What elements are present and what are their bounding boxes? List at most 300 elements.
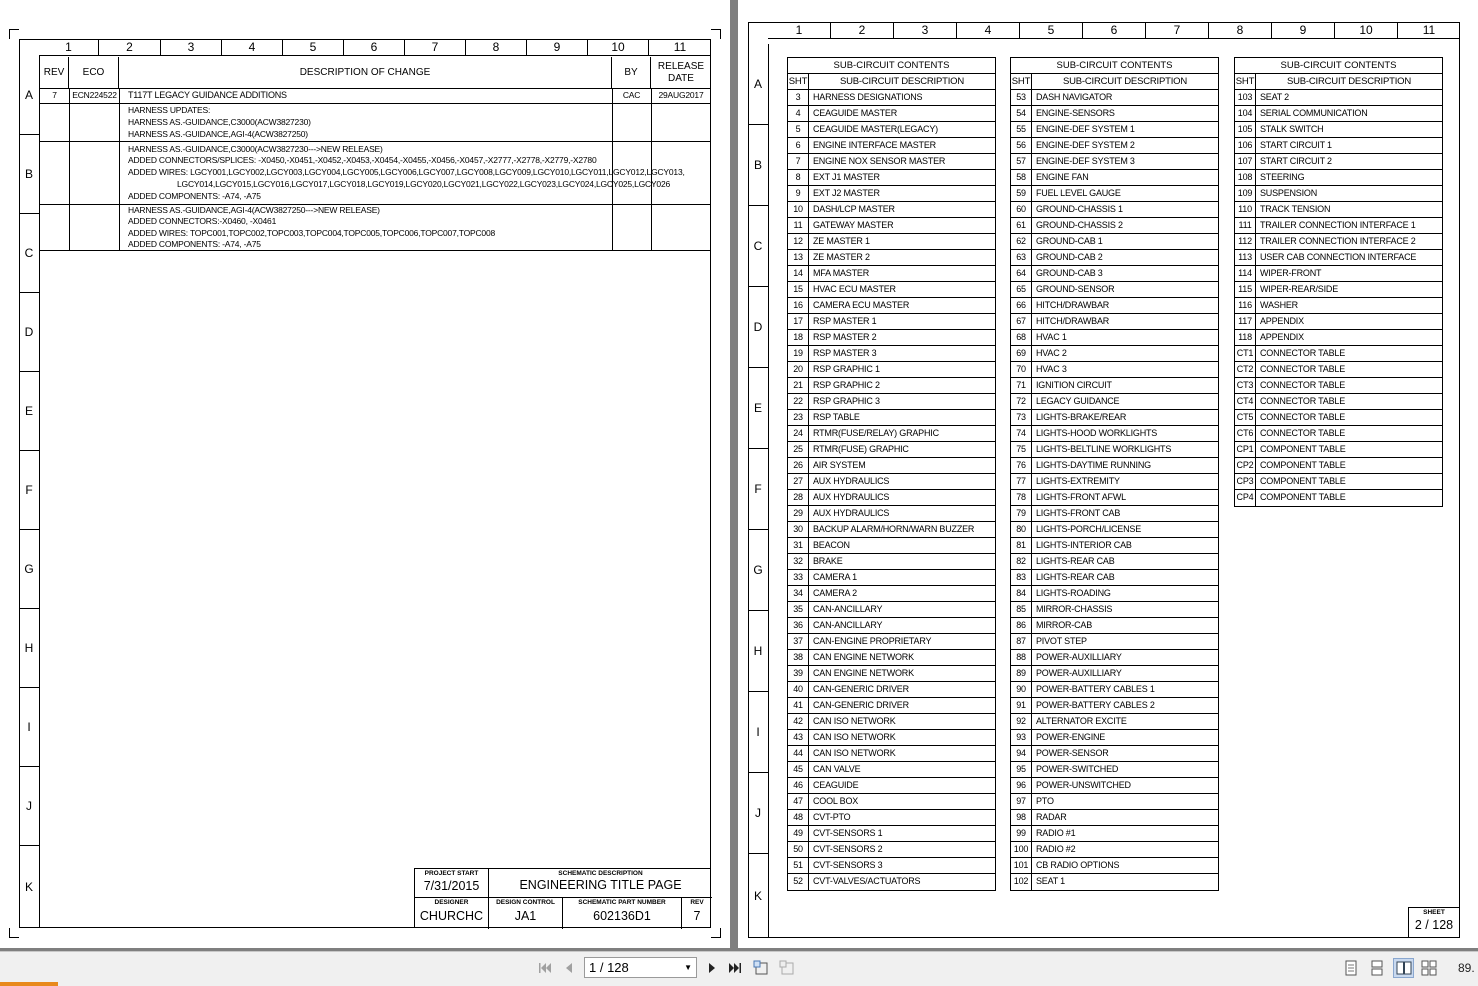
sheet-number: 32	[788, 554, 809, 569]
sheet-description: ENGINE-DEF SYSTEM 3	[1036, 156, 1135, 166]
sheet-link-row[interactable]	[1011, 762, 1218, 778]
sheet-link-row[interactable]	[788, 458, 995, 474]
sheet-link-row[interactable]	[788, 186, 995, 202]
sheet-number: 34	[788, 586, 809, 601]
sheet-link-row[interactable]	[788, 154, 995, 170]
sheet-link-row[interactable]	[788, 618, 995, 634]
sheet-link-row[interactable]	[1011, 170, 1218, 186]
sheet-link-row[interactable]	[1235, 282, 1442, 298]
sheet-link-row[interactable]	[1011, 826, 1218, 842]
sheet-description: WIPER-FRONT	[1260, 268, 1322, 278]
sheet-link-row[interactable]	[788, 874, 995, 890]
designer-cell	[415, 898, 489, 929]
sub-circuit-table-3	[1234, 57, 1443, 507]
sheet-number: 113	[1235, 250, 1256, 265]
sheet-description: ZE MASTER 2	[813, 252, 870, 262]
sheet-number: 53	[1011, 90, 1032, 105]
sheet-link-row[interactable]	[1011, 346, 1218, 362]
sheet-description: CAN ENGINE NETWORK	[813, 668, 914, 678]
sheet-link-row[interactable]	[1235, 330, 1442, 346]
sheet-number: 85	[1011, 602, 1032, 617]
sheet-link-row[interactable]	[788, 698, 995, 714]
sheet-link-row[interactable]	[1011, 682, 1218, 698]
sheet-link-row[interactable]	[1011, 410, 1218, 426]
column-label-10: 10	[588, 39, 649, 55]
sheet-link-row[interactable]	[1011, 842, 1218, 858]
sheet-number: 51	[788, 858, 809, 873]
sheet-link-row[interactable]	[788, 746, 995, 762]
sheet-link-row[interactable]	[1011, 618, 1218, 634]
sheet-link-row[interactable]	[1235, 298, 1442, 314]
sheet-link-row[interactable]	[1011, 810, 1218, 826]
row-label-H: H	[748, 611, 768, 692]
sheet-link-row[interactable]	[788, 858, 995, 874]
sheet-link-row[interactable]	[1235, 362, 1442, 378]
sheet-link-row[interactable]	[1011, 250, 1218, 266]
sheet-description: START CIRCUIT 1	[1260, 140, 1332, 150]
sheet-description: LIGHTS-BRAKE/REAR	[1036, 412, 1127, 422]
sheet-description: ENGINE-SENSORS	[1036, 108, 1115, 118]
sheet-link-row[interactable]	[1011, 794, 1218, 810]
sheet-description: SEAT 2	[1260, 92, 1289, 102]
previous-page-icon	[564, 962, 574, 974]
sheet-value: 2 / 128	[1414, 918, 1454, 932]
sheet-link-row[interactable]	[1011, 122, 1218, 138]
single-page-view-button[interactable]	[1342, 959, 1360, 977]
sheet-link-row[interactable]	[788, 810, 995, 826]
rev-number: 7	[52, 90, 57, 100]
sheet-link-row[interactable]	[1011, 730, 1218, 746]
sheet-link-row[interactable]	[1011, 554, 1218, 570]
sheet-number: 74	[1011, 426, 1032, 441]
sheet-link-row[interactable]	[1011, 218, 1218, 234]
sheet-description: RSP MASTER 3	[813, 348, 877, 358]
sheet-link-row[interactable]	[1235, 218, 1442, 234]
fit-width-icon	[779, 960, 795, 976]
sheet-link-row[interactable]	[1235, 458, 1442, 474]
sheet-link-row[interactable]	[1235, 138, 1442, 154]
sheet-link-row[interactable]	[1235, 346, 1442, 362]
sheet-link-row[interactable]	[1011, 874, 1218, 890]
sheet-number: 84	[1011, 586, 1032, 601]
sheet-description: GROUND-CAB 2	[1036, 252, 1103, 262]
sheet-number: 42	[788, 714, 809, 729]
sheet-link-row[interactable]	[788, 538, 995, 554]
sheet-description: ZE MASTER 1	[813, 236, 870, 246]
sheet-number: 56	[1011, 138, 1032, 153]
sheet-number: 61	[1011, 218, 1032, 233]
sheet-link-row[interactable]	[788, 298, 995, 314]
sheet-link-row[interactable]	[788, 442, 995, 458]
sheet-link-row[interactable]	[1235, 250, 1442, 266]
sheet-link-row[interactable]	[788, 682, 995, 698]
description-header: SUB-CIRCUIT DESCRIPTION	[1062, 76, 1187, 87]
sheet-description: COOL BOX	[813, 796, 859, 806]
sheet-link-row[interactable]	[1011, 202, 1218, 218]
sheet-link-row[interactable]	[788, 778, 995, 794]
crop-mark	[711, 29, 721, 39]
column-label-1: 1	[768, 22, 831, 38]
sheet-number: 63	[1011, 250, 1032, 265]
sheet-number: 82	[1011, 554, 1032, 569]
sheet-description: LIGHTS-INTERIOR CAB	[1036, 540, 1132, 550]
sheet-description: AUX HYDRAULICS	[813, 508, 890, 518]
sheet-link-row[interactable]	[1235, 122, 1442, 138]
sheet-number: 3	[788, 90, 809, 105]
sheet-number: 17	[788, 314, 809, 329]
next-page-icon	[707, 962, 717, 974]
row-label-J: J	[19, 767, 39, 846]
sheet-number: 5	[788, 122, 809, 137]
sheet-link-row[interactable]	[1011, 586, 1218, 602]
sheet-description: HARNESS DESIGNATIONS	[813, 92, 923, 102]
sheet-number: 83	[1011, 570, 1032, 585]
sheet-number: 37	[788, 634, 809, 649]
change-line: ADDED WIRES: TOPC001,TOPC002,TOPC003,TOPC004,TOPC005,TOPC006,TOPC007,TOPC008	[128, 228, 495, 238]
sheet-description: MFA MASTER	[813, 268, 870, 278]
two-page-continuous-button[interactable]	[1420, 959, 1438, 977]
row-label-C: C	[19, 214, 39, 293]
sheet-description: COMPONENT TABLE	[1260, 444, 1346, 454]
sheet-link-row[interactable]	[1011, 698, 1218, 714]
sheet-number: 91	[1011, 698, 1032, 713]
sheet-link-row[interactable]	[1011, 474, 1218, 490]
sheet-number: 6	[788, 138, 809, 153]
sheet-link-row[interactable]	[1011, 330, 1218, 346]
sheet-number: 25	[788, 442, 809, 457]
sheet-description: AUX HYDRAULICS	[813, 476, 890, 486]
column-index-strip	[39, 39, 711, 56]
sheet-description: CONNECTOR TABLE	[1260, 380, 1346, 390]
sheet-description: CAN-ANCILLARY	[813, 604, 883, 614]
sheet-link-row[interactable]	[1011, 282, 1218, 298]
designer-value: CHURCHC	[419, 909, 484, 923]
sheet-link-row[interactable]	[1011, 778, 1218, 794]
sheet-description: RTMR(FUSE) GRAPHIC	[813, 444, 909, 454]
sheet-number: 58	[1011, 170, 1032, 185]
sheet-link-row[interactable]	[788, 234, 995, 250]
sheet-link-row[interactable]	[788, 218, 995, 234]
sheet-link-row[interactable]	[1011, 298, 1218, 314]
sheet-link-row[interactable]	[1011, 858, 1218, 874]
fit-page-button[interactable]	[752, 959, 770, 977]
sheet-description: TRACK TENSION	[1260, 204, 1331, 214]
sheet-number: CT5	[1235, 410, 1256, 425]
sheet-link-row[interactable]	[788, 378, 995, 394]
sheet-link-row[interactable]	[788, 250, 995, 266]
sheet-number: 87	[1011, 634, 1032, 649]
sheet-link-row[interactable]	[1011, 714, 1218, 730]
sheet-description: LEGACY GUIDANCE	[1036, 396, 1120, 406]
sheet-link-row[interactable]	[788, 554, 995, 570]
sheet-description: HITCH/DRAWBAR	[1036, 316, 1110, 326]
sheet-number: 54	[1011, 106, 1032, 121]
sheet-number: 22	[788, 394, 809, 409]
sheet-number: 105	[1235, 122, 1256, 137]
sheet-link-row[interactable]	[1235, 378, 1442, 394]
sheet-number: 35	[788, 602, 809, 617]
sheet-number: 64	[1011, 266, 1032, 281]
sheet-link-row[interactable]	[1235, 186, 1442, 202]
column-label-6: 6	[344, 39, 405, 55]
sheet-description: HVAC 1	[1036, 332, 1067, 342]
sheet-link-row[interactable]	[1235, 442, 1442, 458]
column-label-9: 9	[1272, 22, 1335, 38]
sheet-link-row[interactable]	[1235, 266, 1442, 282]
sheet-description: LIGHTS-REAR CAB	[1036, 556, 1115, 566]
sheet-description: LIGHTS-BELTLINE WORKLIGHTS	[1036, 444, 1172, 454]
sheet-link-row[interactable]	[788, 794, 995, 810]
column-label-3: 3	[161, 39, 222, 55]
sheet-link-row[interactable]	[788, 266, 995, 282]
sheet-description: LIGHTS-PORCH/LICENSE	[1036, 524, 1142, 534]
sheet-link-row[interactable]	[1011, 602, 1218, 618]
sheet-description: CAMERA 2	[813, 588, 857, 598]
sheet-link-row[interactable]	[1011, 426, 1218, 442]
sheet-link-row[interactable]	[1235, 490, 1442, 506]
sheet-link-row[interactable]	[1235, 90, 1442, 106]
sheet-link-row[interactable]	[1011, 442, 1218, 458]
sheet-link-row[interactable]	[1011, 314, 1218, 330]
sheet-link-row[interactable]	[1011, 634, 1218, 650]
sheet-link-row[interactable]	[788, 330, 995, 346]
row-label-A: A	[19, 56, 39, 135]
sheet-number: 71	[1011, 378, 1032, 393]
change-line: HARNESS AS.-GUIDANCE,AGI-4(ACW3827250)	[128, 129, 308, 139]
row-label-C: C	[748, 206, 768, 287]
sheet-number: 36	[788, 618, 809, 633]
sheet-link-row[interactable]	[788, 714, 995, 730]
sheet-number: 79	[1011, 506, 1032, 521]
sheet-link-row[interactable]	[788, 394, 995, 410]
sheet-link-row[interactable]	[1011, 234, 1218, 250]
sheet-description: GATEWAY MASTER	[813, 220, 894, 230]
sheet-link-row[interactable]	[1011, 570, 1218, 586]
sheet-description: RSP TABLE	[813, 412, 860, 422]
description-header: SUB-CIRCUIT DESCRIPTION	[1286, 76, 1411, 87]
sheet-description: BEACON	[813, 540, 850, 550]
sheet-number: 90	[1011, 682, 1032, 697]
sheet-number: CP4	[1235, 490, 1256, 506]
sheet-link-row[interactable]	[1235, 202, 1442, 218]
sheet-link-row[interactable]	[788, 842, 995, 858]
sheet-description: POWER-AUXILLIARY	[1036, 668, 1122, 678]
sheet-link-row[interactable]	[1011, 490, 1218, 506]
sheet-number: 89	[1011, 666, 1032, 681]
schematic-description-cell	[489, 869, 712, 898]
sheet-description: CVT-VALVES/ACTUATORS	[813, 876, 921, 886]
sheet-link-row[interactable]	[788, 106, 995, 122]
zoom-level[interactable]: 89.	[1458, 961, 1475, 975]
sheet-link-row[interactable]	[788, 762, 995, 778]
sheet-link-row[interactable]	[1011, 154, 1218, 170]
change-line: ADDED CONNECTORS/SPLICES: -X0450,-X0451,-X0452,-X0453,-X0454,-X0455,-X0456,-X0457,-X2777,-X2778,-X2779,-X2780	[128, 155, 597, 165]
sheet-link-row[interactable]	[1011, 650, 1218, 666]
sheet-link-row[interactable]	[788, 362, 995, 378]
row-label-K: K	[753, 889, 762, 903]
sheet-link-row[interactable]	[1235, 314, 1442, 330]
sheet-link-row[interactable]	[788, 346, 995, 362]
sheet-description: MIRROR-CAB	[1036, 620, 1092, 630]
sheet-number: 99	[1011, 826, 1032, 841]
sheet-description: GROUND-CAB 1	[1036, 236, 1103, 246]
sheet-number: 76	[1011, 458, 1032, 473]
sheet-link-row[interactable]	[1235, 410, 1442, 426]
column-label-8: 8	[1209, 22, 1272, 38]
sheet-number: CP3	[1235, 474, 1256, 489]
sheet-description: POWER-BATTERY CABLES 1	[1036, 684, 1155, 694]
project-start-value: 7/31/2015	[423, 879, 480, 893]
column-label-2: 2	[99, 39, 161, 55]
sheet-description: HITCH/DRAWBAR	[1036, 300, 1110, 310]
sheet-number: 23	[788, 410, 809, 425]
sheet-link-row[interactable]	[788, 474, 995, 490]
sheet-link-row[interactable]	[1235, 170, 1442, 186]
sheet-number: 43	[788, 730, 809, 745]
sheet-link-row[interactable]	[1011, 746, 1218, 762]
sheet-link-row[interactable]	[1011, 522, 1218, 538]
sheet-link-row[interactable]	[788, 666, 995, 682]
continuous-view-button[interactable]	[1368, 959, 1386, 977]
sheet-link-row[interactable]	[1011, 90, 1218, 106]
sheet-number: 41	[788, 698, 809, 713]
sheet-link-row[interactable]	[788, 410, 995, 426]
sheet-link-row[interactable]	[1011, 106, 1218, 122]
column-label-7: 7	[1146, 22, 1209, 38]
first-page-button[interactable]	[536, 959, 554, 977]
sheet-number: 46	[788, 778, 809, 793]
sheet-link-row[interactable]	[788, 602, 995, 618]
sheet-description: CEAGUIDE MASTER	[813, 108, 898, 118]
sheet-description: LIGHTS-FRONT AFWL	[1036, 492, 1126, 502]
sheet-link-row[interactable]	[788, 586, 995, 602]
sheet-description: MIRROR-CHASSIS	[1036, 604, 1113, 614]
sheet-number: 111	[1235, 218, 1256, 233]
sheet-link-row[interactable]	[1011, 266, 1218, 282]
sheet-link-row[interactable]	[1011, 378, 1218, 394]
sheet-link-row[interactable]	[788, 730, 995, 746]
sheet-number: 52	[788, 874, 809, 890]
sheet-link-row[interactable]	[1011, 506, 1218, 522]
change-line: ADDED COMPONENTS: -A74, -A75	[128, 191, 261, 201]
table-header-row	[1235, 74, 1442, 90]
sheet-link-row[interactable]	[788, 506, 995, 522]
page-number-select[interactable]	[584, 957, 697, 978]
sheet-number: 100	[1011, 842, 1032, 857]
eco-number: ECN224522	[72, 90, 117, 100]
sheet-link-row[interactable]	[1011, 666, 1218, 682]
sheet-description: RTMR(FUSE/RELAY) GRAPHIC	[813, 428, 939, 438]
sheet-description: RSP GRAPHIC 3	[813, 396, 880, 406]
sheet-link-row[interactable]	[1011, 458, 1218, 474]
sheet-link-row[interactable]	[1235, 106, 1442, 122]
sheet-link-row[interactable]	[788, 826, 995, 842]
sheet-link-row[interactable]	[788, 314, 995, 330]
sheet-link-row[interactable]	[1235, 394, 1442, 410]
sheet-link-row[interactable]	[1011, 362, 1218, 378]
previous-page-button[interactable]	[560, 959, 578, 977]
fit-page-icon	[753, 960, 769, 976]
next-page-button[interactable]	[703, 959, 721, 977]
sheet-description: SUSPENSION	[1260, 188, 1318, 198]
sheet-description: CVT-SENSORS 2	[813, 844, 883, 854]
sheet-link-row[interactable]	[788, 90, 995, 106]
sheet-description: LIGHTS-ROADING	[1036, 588, 1111, 598]
sheet-number: CT2	[1235, 362, 1256, 377]
sheet-description: HVAC ECU MASTER	[813, 284, 896, 294]
sheet-link-row[interactable]	[788, 122, 995, 138]
sheet-link-row[interactable]	[1011, 138, 1218, 154]
sheet-description: RSP GRAPHIC 2	[813, 380, 880, 390]
column-label-4: 4	[957, 22, 1020, 38]
title-rev-value: 7	[693, 909, 701, 923]
change-line: HARNESS AS.-GUIDANCE,AGI-4(ACW3827250--->NEW RELEASE)	[128, 205, 380, 215]
sheet-link-row[interactable]	[788, 426, 995, 442]
sheet-description: STALK SWITCH	[1260, 124, 1324, 134]
sheet-link-row[interactable]	[788, 202, 995, 218]
sheet-number: 59	[1011, 186, 1032, 201]
sheet-number: 57	[1011, 154, 1032, 169]
column-label-10: 10	[1335, 22, 1398, 38]
sheet-number: 101	[1011, 858, 1032, 873]
sheet-description: DASH/LCP MASTER	[813, 204, 895, 214]
sheet-link-row[interactable]	[788, 490, 995, 506]
sheet-number: 8	[788, 170, 809, 185]
sheet-link-row[interactable]	[788, 522, 995, 538]
sht-header: SHT	[1011, 76, 1031, 87]
sheet-link-row[interactable]	[1235, 234, 1442, 250]
column-label-6: 6	[1083, 22, 1146, 38]
sheet-description: CAN ENGINE NETWORK	[813, 652, 914, 662]
sheet-link-row[interactable]	[788, 650, 995, 666]
designer-label: DESIGNER	[434, 899, 469, 906]
two-page-continuous-icon	[1421, 960, 1437, 976]
table-header-row	[1011, 74, 1218, 90]
sheet-number: 118	[1235, 330, 1256, 345]
sheet-link-row[interactable]	[788, 634, 995, 650]
sheet-link-row[interactable]	[788, 170, 995, 186]
sheet-link-row[interactable]	[1011, 186, 1218, 202]
fit-width-button[interactable]	[778, 959, 796, 977]
sheet-link-row[interactable]	[1235, 154, 1442, 170]
sheet-number: 10	[788, 202, 809, 217]
sheet-link-row[interactable]	[788, 570, 995, 586]
row-index-strip	[19, 56, 40, 928]
last-page-button[interactable]	[726, 959, 744, 977]
sheet-description: WIPER-REAR/SIDE	[1260, 284, 1339, 294]
sheet-description: CAN-ENGINE PROPRIETARY	[813, 636, 932, 646]
two-page-view-button[interactable]	[1393, 958, 1414, 978]
sheet-link-row[interactable]	[1011, 394, 1218, 410]
sheet-number: 55	[1011, 122, 1032, 137]
sheet-link-row[interactable]	[788, 138, 995, 154]
sheet-link-row[interactable]	[1235, 426, 1442, 442]
sheet-link-row[interactable]	[1235, 474, 1442, 490]
title-rev-cell	[682, 898, 712, 929]
sheet-description: POWER-SWITCHED	[1036, 764, 1119, 774]
column-label-9: 9	[527, 39, 588, 55]
sheet-description: TRAILER CONNECTION INTERFACE 1	[1260, 220, 1416, 230]
sheet-number: 49	[788, 826, 809, 841]
sheet-link-row[interactable]	[1011, 538, 1218, 554]
sheet-number: 11	[788, 218, 809, 233]
column-label-5: 5	[283, 39, 344, 55]
sheet-link-row[interactable]	[788, 282, 995, 298]
sheet-description: PTO	[1036, 796, 1054, 806]
sheet-description: CAN ISO NETWORK	[813, 748, 896, 758]
row-label-E: E	[19, 372, 39, 451]
by-initials: CAC	[622, 90, 641, 100]
